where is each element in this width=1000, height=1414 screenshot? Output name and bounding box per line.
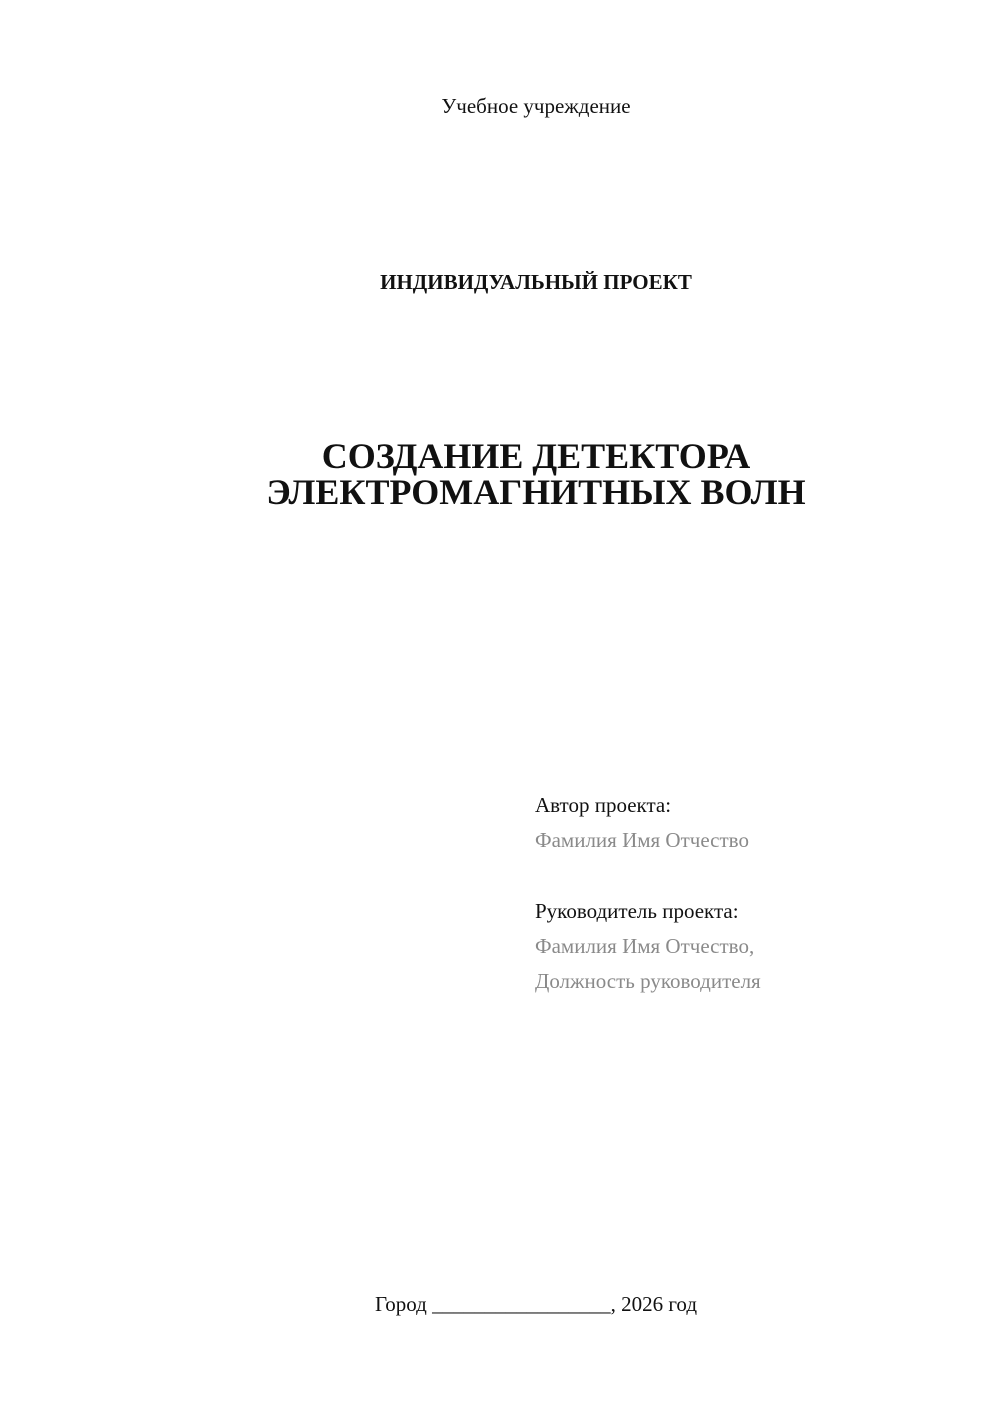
institution-name: Учебное учреждение: [441, 94, 631, 118]
supervisor-name: Фамилия Имя Отчество,: [535, 934, 755, 958]
supervisor-label: Руководитель проекта:: [535, 899, 739, 923]
supervisor-position: Должность руководителя: [535, 969, 761, 993]
credits-spacer: [535, 858, 975, 894]
credits-block: [535, 788, 975, 999]
project-title-line-1: СОЗДАНИЕ ДЕТЕКТОРА: [321, 436, 751, 476]
city-year-line: Город _________________, 2026 год: [374, 1292, 698, 1316]
project-title-line-2: ЭЛЕКТРОМАГНИТНЫХ ВОЛН: [266, 472, 806, 512]
author-label: Автор проекта:: [535, 793, 672, 817]
author-name: Фамилия Имя Отчество: [535, 828, 749, 852]
project-title: [0, 438, 1000, 510]
document-type: ИНДИВИДУАЛЬНЫЙ ПРОЕКТ: [380, 270, 692, 294]
